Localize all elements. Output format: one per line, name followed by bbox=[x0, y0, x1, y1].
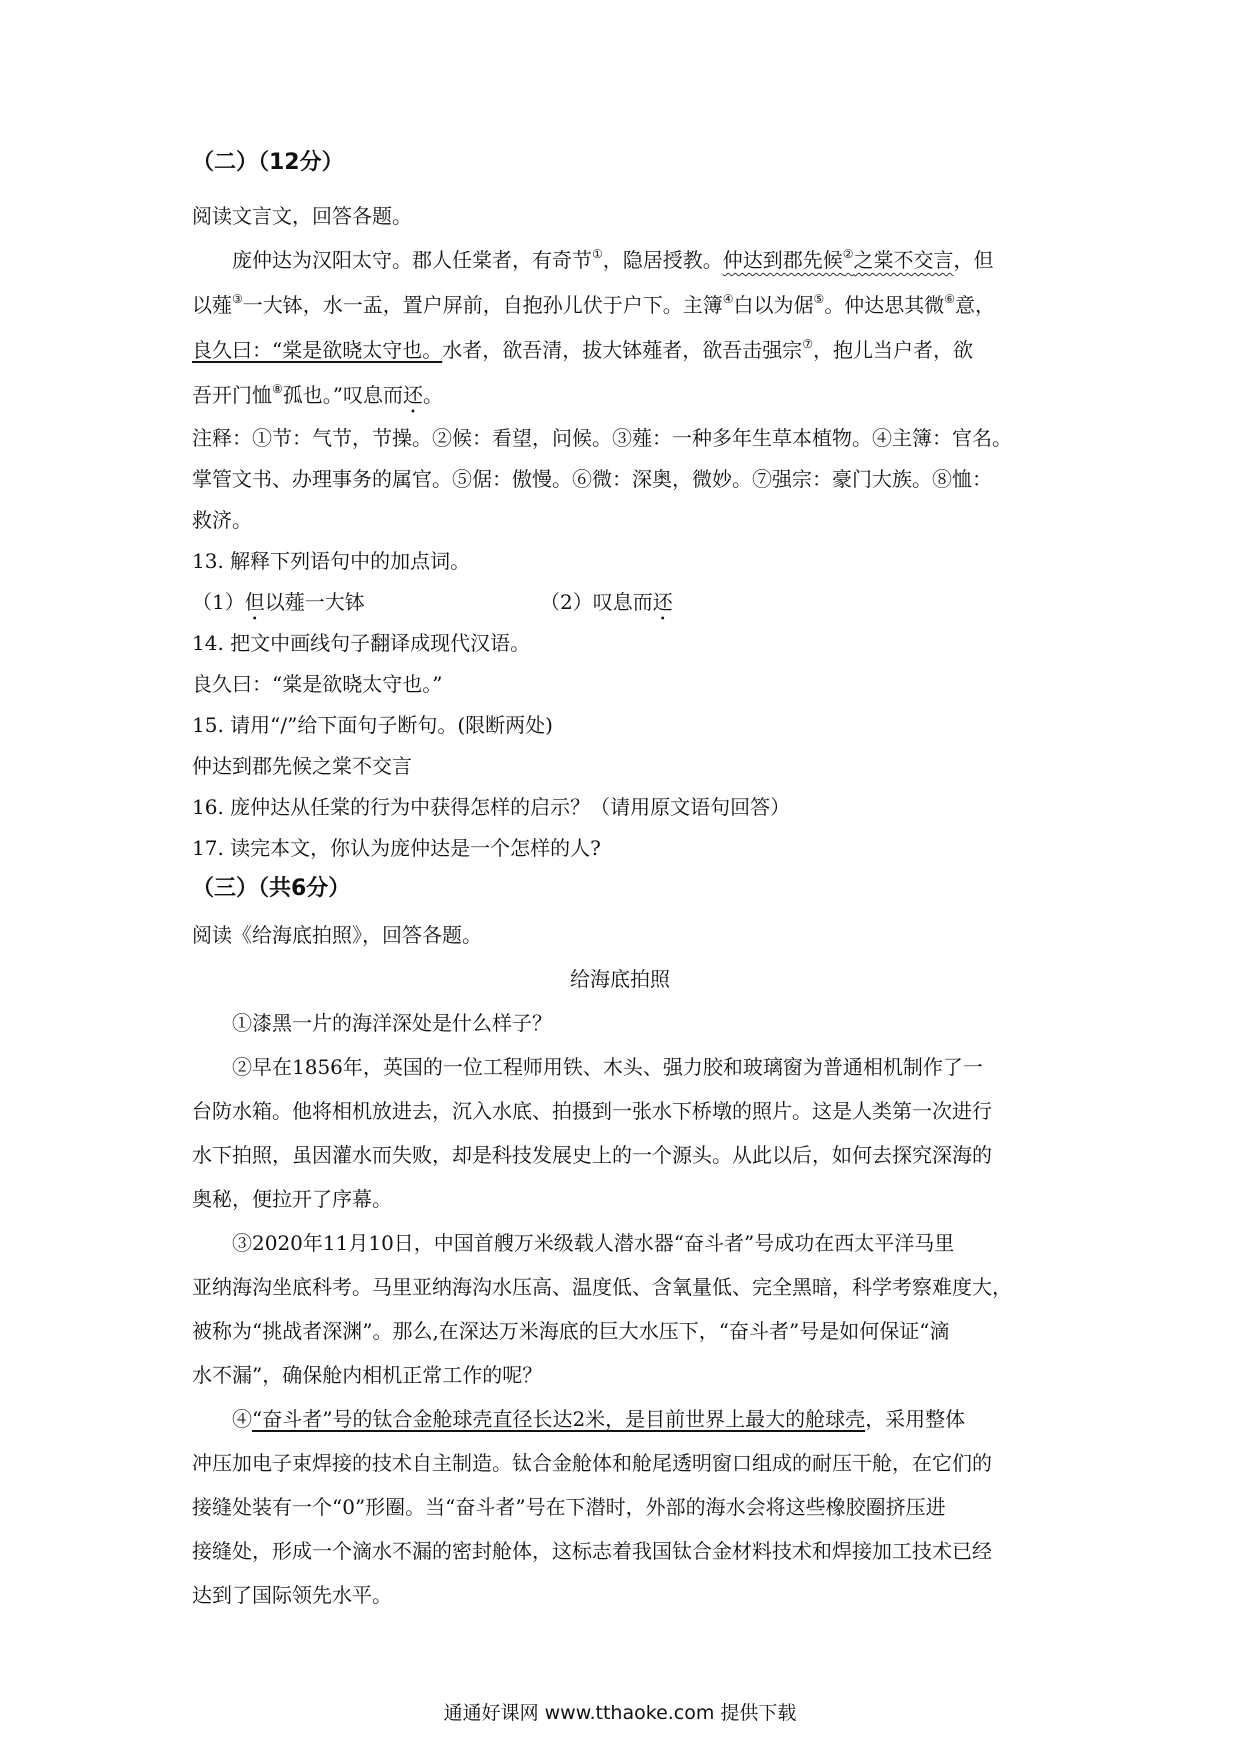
passage-text: ，隐居授教。 bbox=[602, 248, 723, 272]
article-paragraph-2-line: ②早在1856年，英国的一位工程师用铁、木头、强力胶和玻璃窗为普通相机制作了一 bbox=[232, 1055, 983, 1079]
article-paragraph-3-line: 水不漏”，确保舱内相机正常工作的呢？ bbox=[192, 1363, 543, 1387]
note-mark: ③ bbox=[232, 292, 243, 306]
article-paragraph-2-line: 台防水箱。他将相机放进去，沉入水底、拍摄到一张水下桥墩的照片。这是人类第一次进行 bbox=[192, 1099, 992, 1123]
wavy-underlined-text: 仲达到郡先候②之棠不交言 bbox=[722, 247, 954, 272]
notes-line-1: 注释：①节：气节，节操。②候：看望，问候。③薤：一种多年生草本植物。④主簿：官名。 bbox=[192, 426, 1012, 450]
notes-line-3: 救济。 bbox=[192, 508, 252, 532]
passage-text: ，抱儿当户者，欲 bbox=[813, 338, 973, 362]
note-mark: ④ bbox=[722, 292, 734, 306]
dotted-word: 但 bbox=[244, 590, 265, 614]
question-13-item-1: （1）但以薤一大钵 bbox=[192, 590, 365, 614]
note-mark: ② bbox=[842, 247, 854, 261]
passage-text: 庞仲达为汉阳太守。郡人任棠者，有奇节 bbox=[232, 248, 592, 272]
passage-text: 白以为倨 bbox=[733, 293, 814, 317]
article-paragraph-3-line: 被称为“挑战者深渊”。那么,在深达万米海底的巨大水压下，“奋斗者”号是如何保证“滴 bbox=[192, 1319, 950, 1343]
question-15: 15. 请用“/”给下面句子断句。(限断两处) bbox=[192, 713, 553, 737]
passage-text: 。仲达思其微 bbox=[824, 293, 945, 317]
question-13-item-2: （2）叹息而还 bbox=[540, 590, 673, 614]
note-mark: ⑧ bbox=[272, 382, 283, 396]
article-paragraph-3-line: 亚纳海沟坐底科考。马里亚纳海沟水压高、温度低、含氧量低、完全黑暗，科学考察难度大， bbox=[192, 1275, 1012, 1299]
section2-heading: （二）（12分） bbox=[192, 150, 344, 175]
article-paragraph-4-line: 接缝处，形成一个滴水不漏的密封舱体，这标志着我国钛合金材料技术和焊接加工技术已经 bbox=[192, 1539, 992, 1563]
question-17: 17. 读完本文，你认为庞仲达是一个怎样的人? bbox=[192, 836, 601, 860]
article-title: 给海底拍照 bbox=[570, 967, 670, 991]
passage-line-4 bbox=[192, 380, 443, 418]
question-15-sentence: 仲达到郡先候之棠不交言 bbox=[192, 754, 412, 778]
passage-line-3 bbox=[192, 335, 973, 365]
passage-text: 。 bbox=[423, 383, 443, 407]
note-mark: ⑤ bbox=[813, 292, 825, 306]
note-mark: ⑦ bbox=[802, 337, 813, 351]
article-paragraph-3-line: ③2020年11月10日，中国首艘万米级载人潜水器“奋斗者”号成功在西太平洋马里 bbox=[232, 1231, 955, 1255]
note-mark: ① bbox=[592, 247, 603, 261]
passage-text: 以薤 bbox=[192, 293, 232, 317]
passage-text: 水者，欲吾清，拔大钵薤者，欲吾击强宗 bbox=[442, 338, 803, 362]
article-paragraph-4-line: 冲压加电子束焊接的技术自主制造。钛合金舱体和舱尾透明窗口组成的耐压干舱，在它们的 bbox=[192, 1451, 992, 1475]
article-paragraph-4-line: ④“奋斗者”号的钛合金舱球壳直径长达2米，是目前世界上最大的舱球壳，采用整体 bbox=[232, 1407, 966, 1431]
underlined-sentence: 良久曰：“棠是欲晓太守也。 bbox=[192, 338, 443, 362]
page-footer: 通通好课网 www.tthaoke.com 提供下载 bbox=[443, 1702, 797, 1724]
question-14: 14. 把文中画线句子翻译成现代汉语。 bbox=[192, 631, 531, 655]
underlined-sentence: “奋斗者”号的钛合金舱球壳直径长达2米，是目前世界上最大的舱球壳 bbox=[252, 1407, 866, 1431]
passage-text: 孤也。”叹息而 bbox=[282, 383, 403, 407]
passage-line-2 bbox=[192, 290, 995, 320]
dotted-word: 还 bbox=[652, 590, 673, 614]
passage-text: 一大钵，水一盂，置户屏前，自抱孙儿伏于户下。主簿 bbox=[242, 293, 723, 317]
article-paragraph-1: ①漆黑一片的海洋深处是什么样子？ bbox=[232, 1011, 552, 1035]
question-16: 16. 庞仲达从任棠的行为中获得怎样的启示？（请用原文语句回答） bbox=[192, 795, 791, 819]
question-13: 13. 解释下列语句中的加点词。 bbox=[192, 549, 471, 573]
note-mark: ⑥ bbox=[944, 292, 956, 306]
passage-text: 意， bbox=[955, 293, 996, 317]
section2-instruction: 阅读文言文，回答各题。 bbox=[192, 204, 412, 228]
section3-instruction: 阅读《给海底拍照》，回答各题。 bbox=[192, 923, 482, 947]
notes-line-2: 掌管文书、办理事务的属官。⑤倨：傲慢。⑥微：深奥，微妙。⑦强宗：豪门大族。⑧恤： bbox=[192, 467, 992, 491]
article-paragraph-2-line: 奥秘，便拉开了序幕。 bbox=[192, 1187, 392, 1211]
article-paragraph-2-line: 水下拍照，虽因灌水而失败，却是科技发展史上的一个源头。从此以后，如何去探究深海的 bbox=[192, 1143, 992, 1167]
article-paragraph-4-line: 接缝处装有一个“0”形圈。当“奋斗者”号在下潜时，外部的海水会将这些橡胶圈挤压进 bbox=[192, 1495, 946, 1519]
question-14-sentence: 良久曰：“棠是欲晓太守也。” bbox=[192, 672, 443, 696]
passage-text: 吾开门恤 bbox=[192, 383, 272, 407]
passage-text: ，但 bbox=[953, 248, 994, 272]
article-paragraph-4-line: 达到了国际领先水平。 bbox=[192, 1583, 392, 1607]
passage-line-1 bbox=[232, 245, 994, 275]
dotted-word: 还 bbox=[403, 383, 423, 407]
section3-heading: （三）（共6分） bbox=[192, 876, 351, 901]
